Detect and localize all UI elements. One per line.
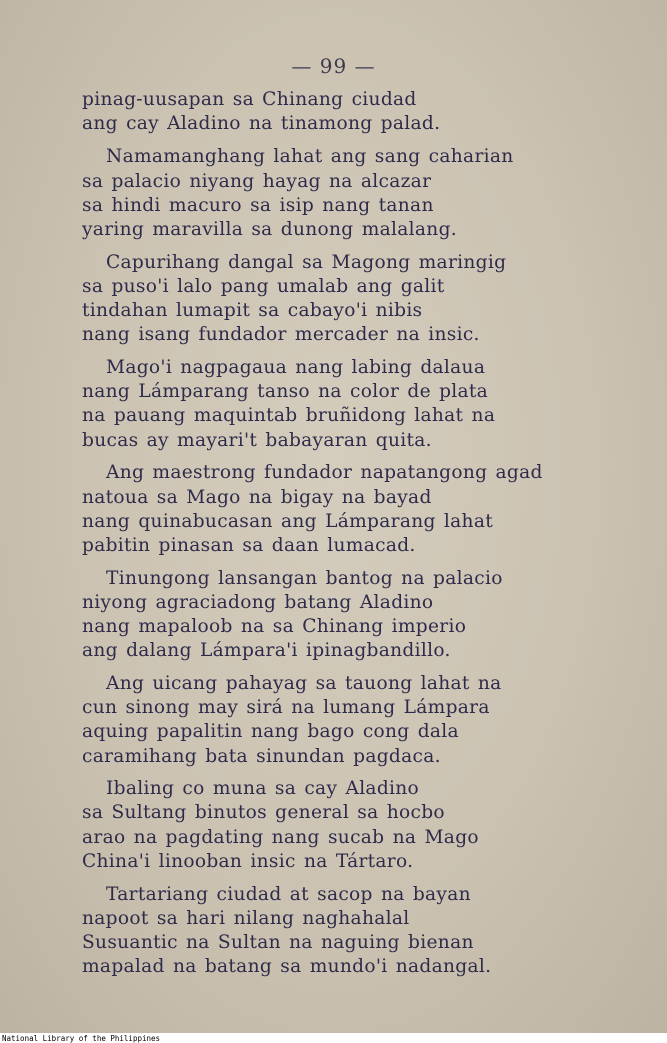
stanza [82,461,642,558]
verse-line: China'i linooban insic na Tártaro. [82,850,414,872]
verse-line: Susuantic na Sultan na naguing bienan [82,932,474,953]
verse-line: napoot sa hari nilang naghahalal [82,907,410,929]
verse-line: bucas ay mayari't babayaran quita. [82,429,432,451]
verse-line: cun sinong may sirá na lumang Lámpara [82,697,490,719]
verse-line: caramihang bata sinundan pagdaca. [82,745,441,767]
verse-line: Tinungong lansangan bantog na palacio [106,567,503,589]
verse-line: nang quinabucasan ang Lámparang lahat [82,510,493,532]
verse-line: Namamanghang lahat ang sang caharian [106,146,514,168]
verse-line: arao na pagdating nang sucab na Mago [82,826,479,848]
verse-line: Tartariang ciudad at sacop na bayan [106,883,471,905]
verse-line: na pauang maquintab bruñidong lahat na [82,405,496,427]
stanza [82,672,642,769]
verse-line: pabitin pinasan sa daan lumacad. [82,534,416,556]
stanza [82,251,642,348]
stanza [82,883,642,980]
verse-line: nang Lámparang tanso na color de plata [82,381,489,403]
verse-line: Mago'i nagpagaua nang labing dalaua [106,357,486,379]
verse-line: sa puso'i lalo pang umalab ang galit [82,275,445,297]
verse-line: Ang maestrong fundador napatangong agad [106,462,543,484]
verse-line: natoua sa Mago na bigay na bayad [82,486,432,508]
verse-line: Ang uicang pahayag sa tauong lahat na [106,672,502,694]
verse-line: nang mapaloob na sa Chinang imperio [82,616,467,638]
verse-line: pinag-uusapan sa Chinang ciudad [82,89,417,110]
page-number: — 99 — [291,54,376,78]
verse-line: sa hindi macuro sa isip nang tanan [82,194,434,216]
verse-line: aquing papalitin nang bago cong dala [82,721,459,743]
verse-line: niyong agraciadong batang Aladino [82,591,434,613]
verse-line: tindahan lumapit sa cabayo'i nibis [82,300,423,322]
verse-line: nang isang fundador mercader na insic. [82,324,480,346]
stanza [82,777,642,874]
verse-line: ang dalang Lámpara'i ipinagbandillo. [82,640,451,662]
verse-line: yaring maravilla sa dunong malalang. [82,219,457,241]
verse-line: Capurihang dangal sa Magong maringig [106,251,507,273]
verse-line: Ibaling co muna sa cay Aladino [106,778,420,800]
verse-line: ang cay Aladino na tinamong palad. [82,113,441,135]
poem-body [82,88,642,988]
footer-credit: National Library of the Philippines [2,1034,161,1043]
stanza [82,356,642,453]
verse-line: mapalad na batang sa mundo'i nadangal. [82,956,492,978]
verse-line: sa Sultang binutos general sa hocbo [82,802,445,824]
stanza [82,88,642,136]
stanza [82,567,642,664]
stanza [82,145,642,242]
verse-line: sa palacio niyang hayag na alcazar [82,170,432,192]
